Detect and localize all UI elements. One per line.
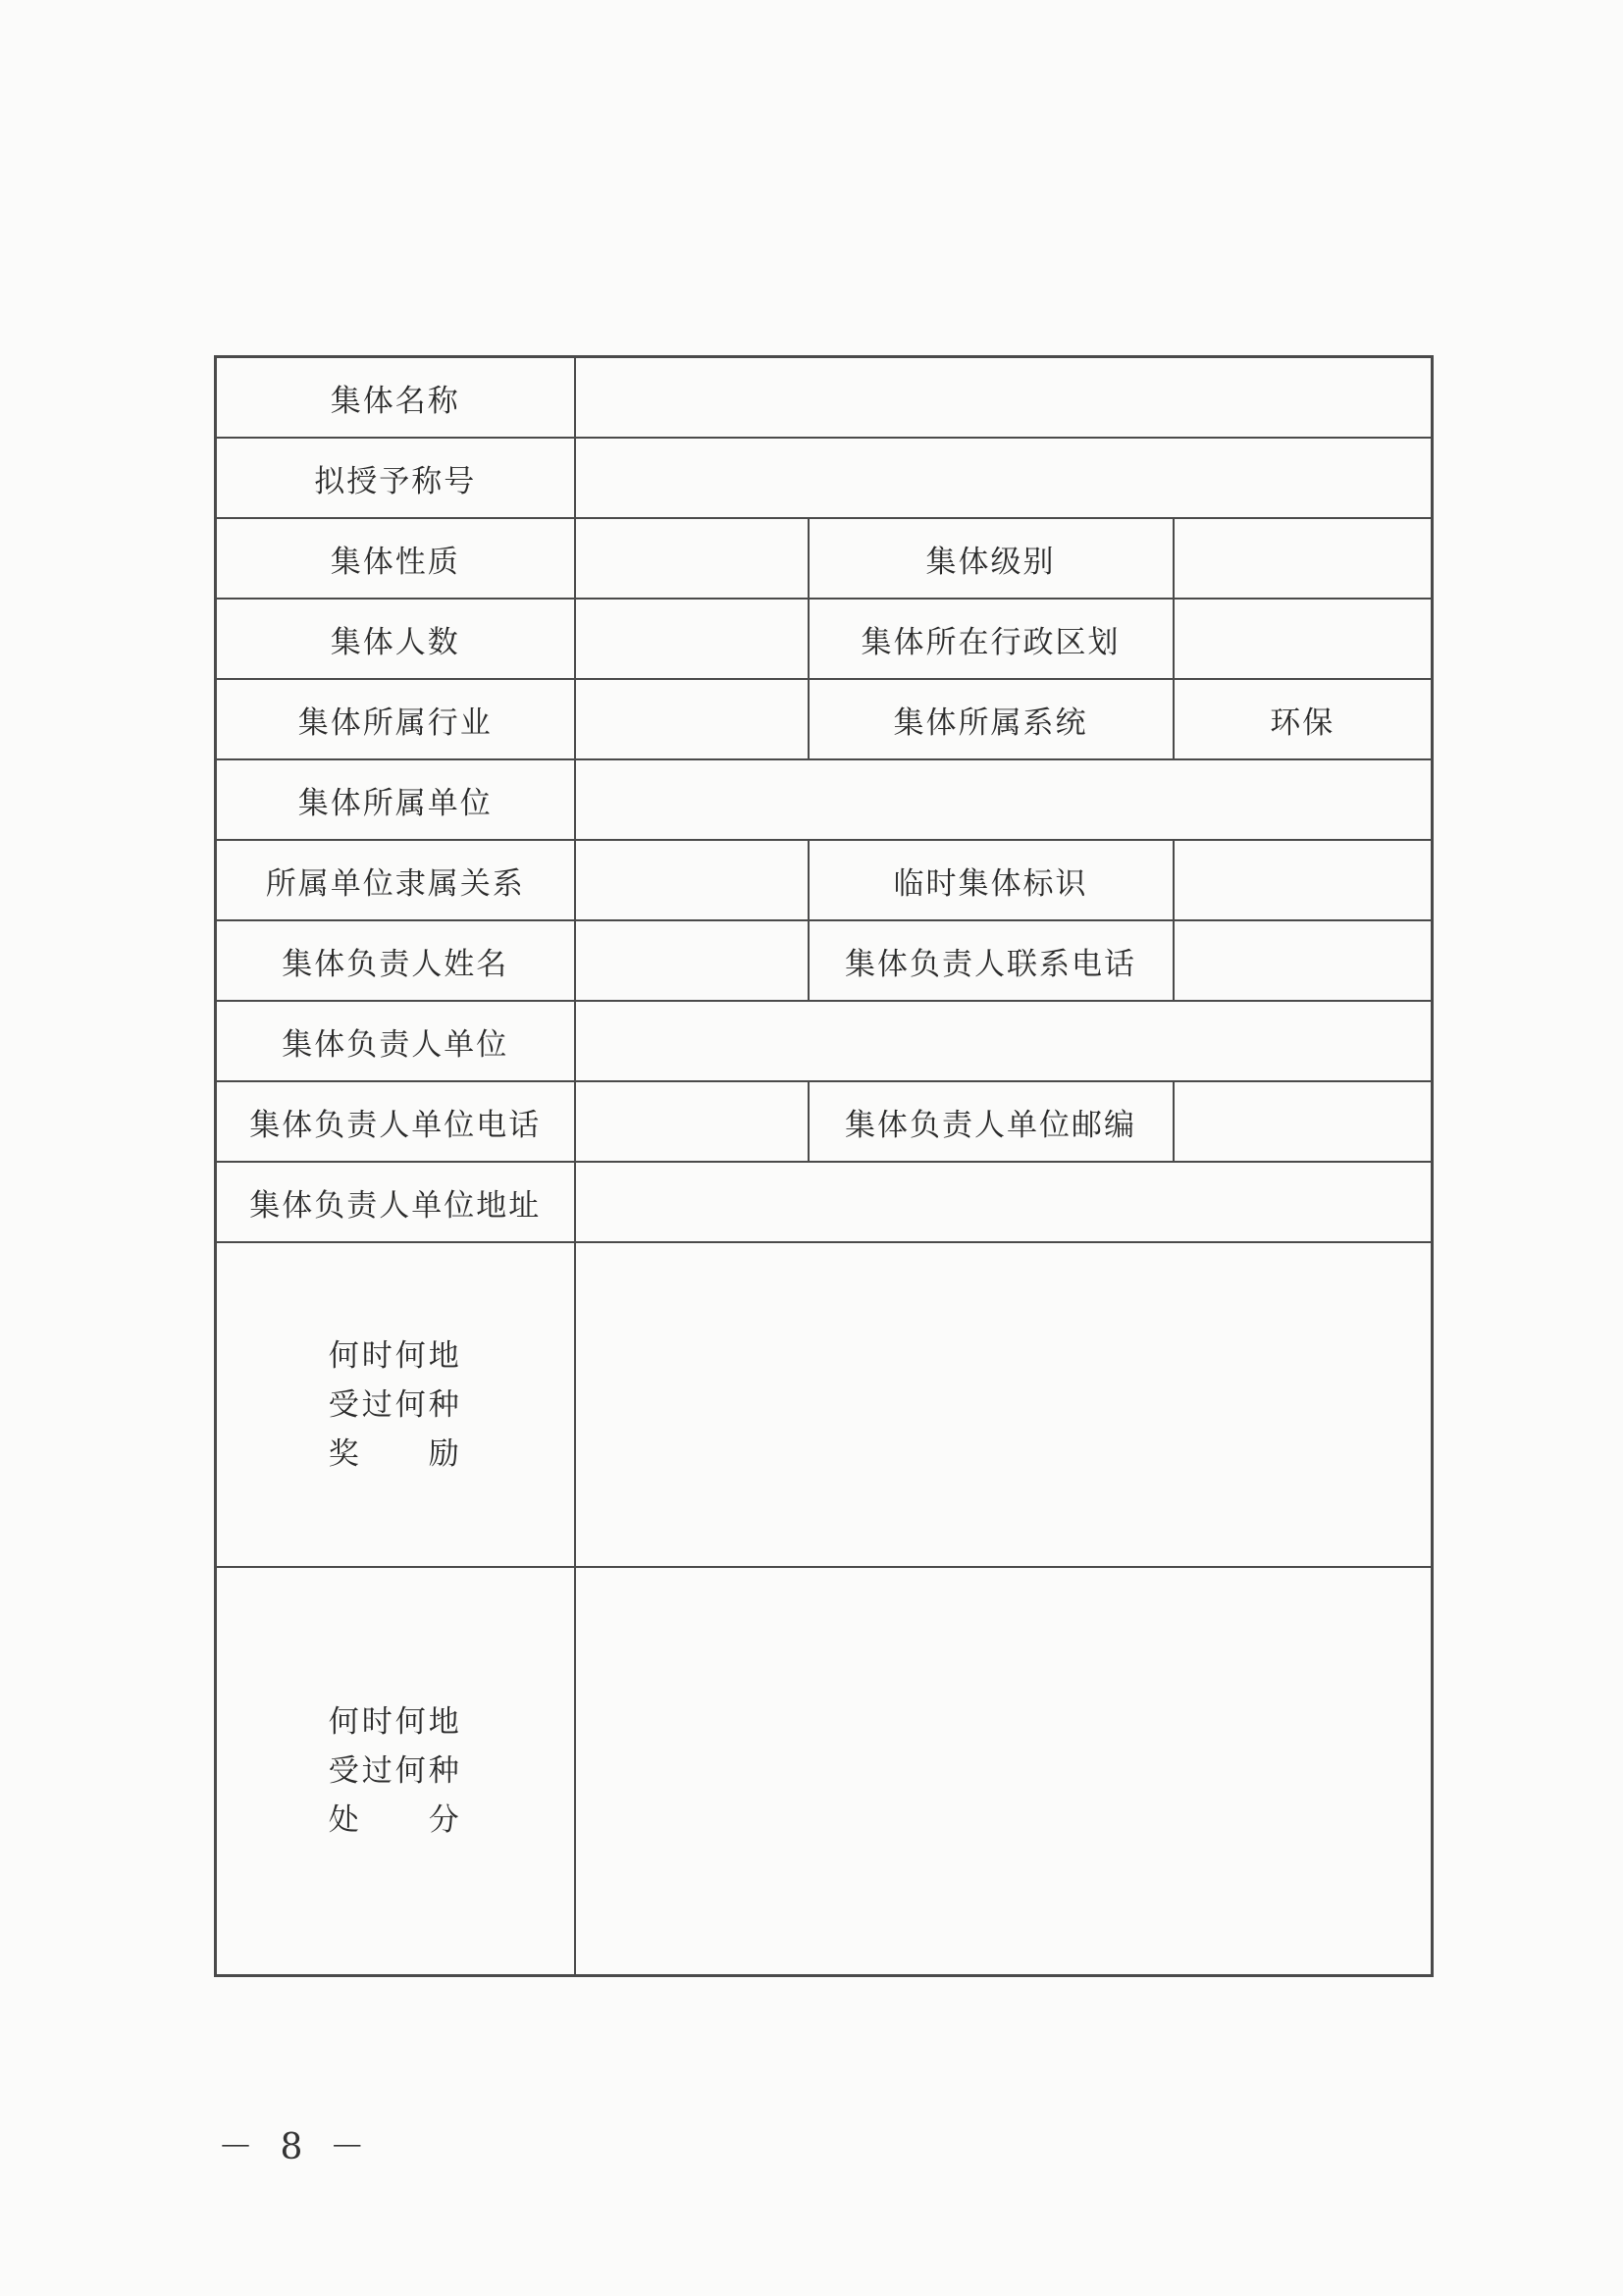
row-industry-system	[216, 679, 1433, 759]
punishments-label-line: 处 分	[328, 1802, 462, 1838]
punishments-label-line: 受过何种	[328, 1753, 462, 1789]
leader-phone-label: 集体负责人联系电话	[809, 920, 1174, 1001]
rewards-label-line: 奖 励	[328, 1435, 462, 1472]
row-leader-unit-address	[216, 1162, 1433, 1242]
industry-field[interactable]	[575, 679, 809, 759]
headcount-label: 集体人数	[216, 599, 575, 679]
punishments-label-line: 何时何地	[328, 1704, 462, 1740]
leader-unit-label: 集体负责人单位	[216, 1001, 575, 1081]
affiliated-unit-field[interactable]	[575, 759, 1433, 840]
row-subordination-temp	[216, 840, 1433, 920]
leader-unit-field[interactable]	[575, 1001, 1433, 1081]
page-number: － 8 －	[218, 2127, 373, 2167]
row-proposed-title	[216, 438, 1433, 518]
leader-unit-address-label: 集体负责人单位地址	[216, 1162, 575, 1242]
row-headcount-region	[216, 599, 1433, 679]
collective-name-field[interactable]	[575, 357, 1433, 439]
rewards-label-line: 何时何地	[328, 1337, 462, 1374]
award-application-form	[214, 355, 1434, 1977]
leader-unit-phone-field[interactable]	[575, 1081, 809, 1162]
row-leader-unit	[216, 1001, 1433, 1081]
collective-name-label: 集体名称	[216, 357, 575, 439]
leader-unit-postcode-field[interactable]	[1174, 1081, 1433, 1162]
industry-label: 集体所属行业	[216, 679, 575, 759]
rewards-label-lines	[329, 1331, 462, 1479]
level-field[interactable]	[1174, 518, 1433, 599]
punishments-field[interactable]	[575, 1567, 1433, 1976]
rewards-label-line: 受过何种	[328, 1386, 462, 1423]
row-collective-name	[216, 357, 1433, 439]
leader-phone-field[interactable]	[1174, 920, 1433, 1001]
punishments-label	[216, 1567, 575, 1976]
row-affiliated-unit	[216, 759, 1433, 840]
admin-region-field[interactable]	[1174, 599, 1433, 679]
headcount-field[interactable]	[575, 599, 809, 679]
row-rewards	[216, 1242, 1433, 1567]
row-nature-level	[216, 518, 1433, 599]
temp-flag-field[interactable]	[1174, 840, 1433, 920]
leader-name-label: 集体负责人姓名	[216, 920, 575, 1001]
nature-field[interactable]	[575, 518, 809, 599]
leader-unit-address-field[interactable]	[575, 1162, 1433, 1242]
system-field[interactable]: 环保	[1174, 679, 1433, 759]
nature-label: 集体性质	[216, 518, 575, 599]
admin-region-label: 集体所在行政区划	[809, 599, 1174, 679]
rewards-field[interactable]	[575, 1242, 1433, 1567]
temp-flag-label: 临时集体标识	[809, 840, 1174, 920]
leader-name-field[interactable]	[575, 920, 809, 1001]
proposed-title-label: 拟授予称号	[216, 438, 575, 518]
level-label: 集体级别	[809, 518, 1174, 599]
leader-unit-postcode-label: 集体负责人单位邮编	[809, 1081, 1174, 1162]
affiliated-unit-label: 集体所属单位	[216, 759, 575, 840]
system-label: 集体所属系统	[809, 679, 1174, 759]
proposed-title-field[interactable]	[575, 438, 1433, 518]
subordination-label: 所属单位隶属关系	[216, 840, 575, 920]
row-leader-unit-phone-postcode	[216, 1081, 1433, 1162]
leader-unit-phone-label: 集体负责人单位电话	[216, 1081, 575, 1162]
rewards-label	[216, 1242, 575, 1567]
row-leader-name-phone	[216, 920, 1433, 1001]
row-punishments	[216, 1567, 1433, 1976]
subordination-field[interactable]	[575, 840, 809, 920]
punishments-label-lines	[329, 1697, 462, 1845]
